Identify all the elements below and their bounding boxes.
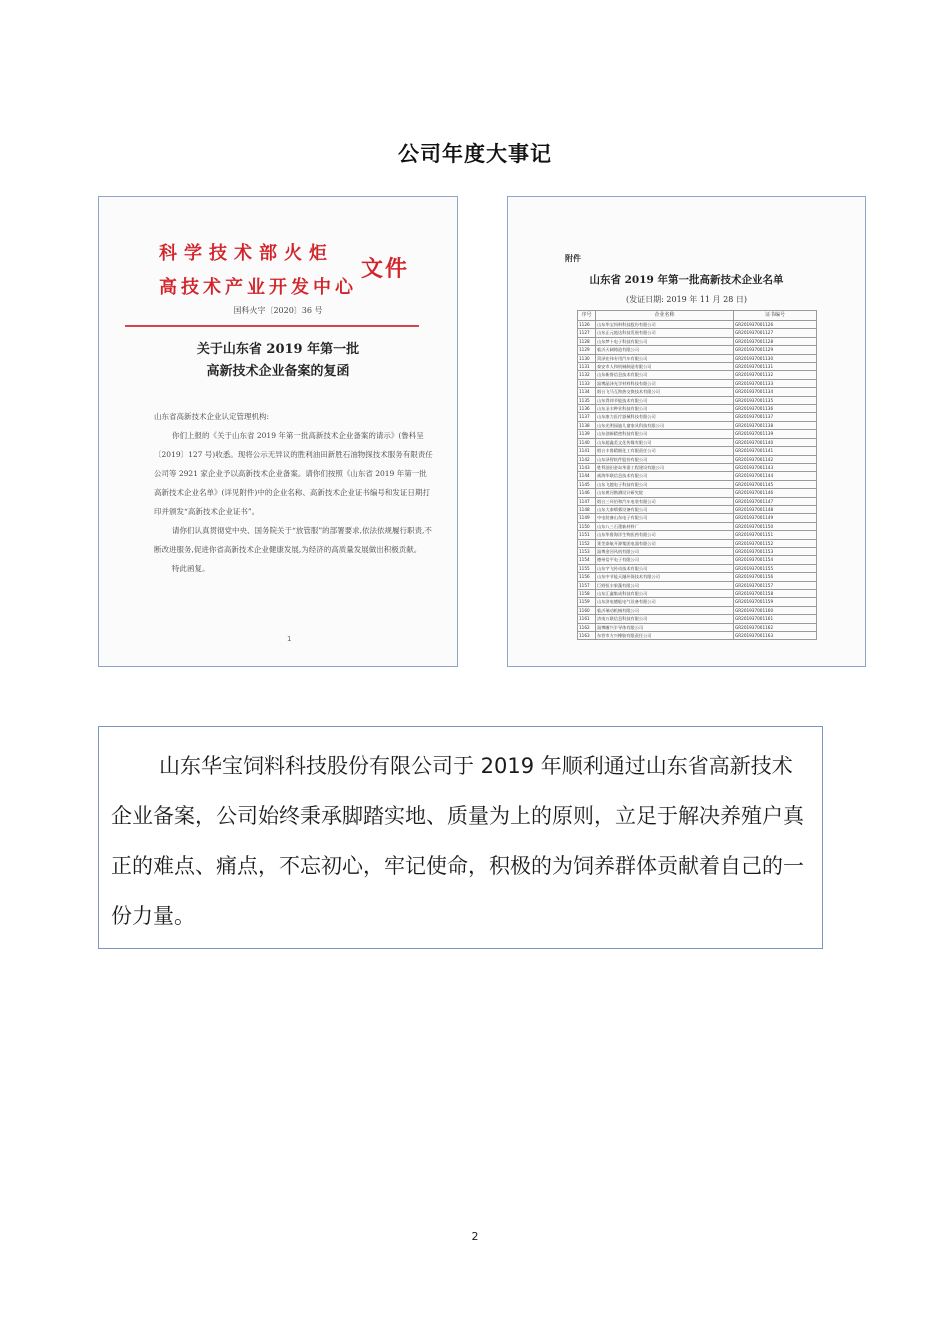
table-cell: 1130 <box>578 354 596 362</box>
letter-paragraph: 请你们认真贯彻党中央、国务院关于“放管服”的部署要求,依法依规履行职责,不断改进服务,促进你省高新技术企业健康发展,为经济的高质量发展做出积极贡献。 <box>154 526 432 554</box>
table-row <box>578 321 817 329</box>
summary-box <box>98 726 823 949</box>
page-title: 公司年度大事记 <box>398 142 552 166</box>
table-cell: 1145 <box>578 480 596 488</box>
table-cell: 1155 <box>578 564 596 572</box>
column-header: 证书编号 <box>734 311 817 321</box>
table-cell: 1148 <box>578 505 596 513</box>
table-cell: GR201937001159 <box>734 598 817 606</box>
table-cell: 德州信平电子有限公司 <box>596 556 734 564</box>
table-cell: 1126 <box>578 321 596 329</box>
table-row <box>578 329 817 337</box>
letter-paragraph: 你们上报的《关于山东省 2019 年第一批高新技术企业备案的请示》(鲁科呈〔2019〕127 号)收悉。现将公示无异议的胜利油田新胜石油物探技术服务有限责任公司等 2921 家企业予以高新技术企业备案。请你们按照《山东省 2019 年第一批高新技术企业名单》(详见附件)中的企业名称、高新技术企业证书编号和发证日期打印并颁发“高新技术企业证书”。 <box>154 431 433 516</box>
table-cell: 莱芜泰航开源集团电器有限公司 <box>596 539 734 547</box>
table-cell: 山东中节能天融环保技术有限公司 <box>596 573 734 581</box>
official-letter-image <box>98 196 458 667</box>
table-row <box>578 354 817 362</box>
table-cell: 1157 <box>578 581 596 589</box>
table-cell: 1149 <box>578 514 596 522</box>
table-row <box>578 623 817 631</box>
table-cell: 临沂天阔铸造有限公司 <box>596 346 734 354</box>
table-cell: 1153 <box>578 547 596 555</box>
table-cell: 山东圣丰种业科技有限公司 <box>596 405 734 413</box>
table-cell: 1144 <box>578 472 596 480</box>
table-cell: GR201937001142 <box>734 455 817 463</box>
table-row <box>578 463 817 471</box>
table-cell: GR201937001152 <box>734 539 817 547</box>
column-header: 序号 <box>578 311 596 321</box>
table-cell: 山东泽智软件股份有限公司 <box>596 455 734 463</box>
table-cell: 山东康力医疗器械科技有限公司 <box>596 413 734 421</box>
table-cell: 中电装备山东电子有限公司 <box>596 514 734 522</box>
table-cell: GR201937001129 <box>734 346 817 354</box>
table-row <box>578 514 817 522</box>
table-cell: 1132 <box>578 371 596 379</box>
table-cell: 泰安市人和机械制造有限公司 <box>596 363 734 371</box>
table-row <box>578 497 817 505</box>
table-cell: 1154 <box>578 556 596 564</box>
table-row <box>578 363 817 371</box>
table-row <box>578 405 817 413</box>
table-row <box>578 522 817 530</box>
table-cell: GR201937001150 <box>734 522 817 530</box>
letter-doc-number: 国科火字〔2020〕36 号 <box>233 306 323 315</box>
table-cell: GR201937001146 <box>734 489 817 497</box>
table-cell: 1143 <box>578 463 596 471</box>
letter-salutation: 山东省高新技术企业认定管理机构: <box>154 412 270 421</box>
table-cell: GR201937001133 <box>734 379 817 387</box>
table-cell: 1128 <box>578 337 596 345</box>
table-cell: GR201937001162 <box>734 623 817 631</box>
summary-text: 山东华宝饲料科技股份有限公司于 2019 年顺利通过山东省高新技术企业备案，公司始终秉承脚踏实地、质量为上的原则，立足于解决养殖户真正的难点、痛点，不忘初心，牢记使命，积极的为饲养群体贡献着自己的一份力量。 <box>111 754 804 928</box>
table-row <box>578 438 817 446</box>
table-header-row <box>578 311 817 321</box>
enterprise-list-image <box>507 196 866 667</box>
table-cell: GR201937001126 <box>734 321 817 329</box>
table-row <box>578 430 817 438</box>
table-row <box>578 472 817 480</box>
table-cell: 1146 <box>578 489 596 497</box>
table-row <box>578 598 817 606</box>
table-cell: GR201937001158 <box>734 590 817 598</box>
table-cell: GR201937001156 <box>734 573 817 581</box>
table-cell: 菏泽宏伟专用汽车有限公司 <box>596 354 734 362</box>
table-cell: GR201937001145 <box>734 480 817 488</box>
letter-title-line1: 关于山东省 2019 年第一批 <box>196 342 360 357</box>
table-cell: GR201937001160 <box>734 606 817 614</box>
table-cell: 1151 <box>578 531 596 539</box>
page-number: 2 <box>471 1230 479 1243</box>
letter-issuer-line2: 高技术产业开发中心 <box>159 277 357 298</box>
table-cell: 烟台飞马互跨热交换技术有限公司 <box>596 388 734 396</box>
table-row <box>578 531 817 539</box>
table-cell: 烟台丰鲁精细化工有限责任公司 <box>596 447 734 455</box>
table-cell: 1163 <box>578 632 596 640</box>
table-cell: 烟台三环伯和汽车电装有限公司 <box>596 497 734 505</box>
table-row <box>578 447 817 455</box>
table-cell: 山东梦卜电子科技有限公司 <box>596 337 734 345</box>
issue-date: (发证日期: 2019 年 11 月 28 日) <box>626 295 747 304</box>
table-cell: 1131 <box>578 363 596 371</box>
table-row <box>578 632 817 640</box>
column-header: 企业名称 <box>596 311 734 321</box>
table-row <box>578 590 817 598</box>
table-cell: GR201937001147 <box>734 497 817 505</box>
table-row <box>578 539 817 547</box>
table-cell: GR201937001139 <box>734 430 817 438</box>
table-cell: 1161 <box>578 615 596 623</box>
letter-red-header <box>159 239 357 299</box>
table-row <box>578 480 817 488</box>
table-row <box>578 615 817 623</box>
table-cell: 1147 <box>578 497 596 505</box>
letter-closing: 特此函复。 <box>172 564 210 573</box>
table-cell: 山东华鲁海洋生物医药有限公司 <box>596 531 734 539</box>
table-cell: 1134 <box>578 388 596 396</box>
table-cell: GR201937001134 <box>734 388 817 396</box>
table-row <box>578 564 817 572</box>
table-cell: 山东黄河勘测设计研究院 <box>596 489 734 497</box>
letter-title <box>99 339 457 383</box>
table-cell: 威海华联信息技术有限公司 <box>596 472 734 480</box>
table-row <box>578 396 817 404</box>
table-cell: GR201937001141 <box>734 447 817 455</box>
table-cell: GR201937001131 <box>734 363 817 371</box>
table-cell: 山东华宝饲料科技股份有限公司 <box>596 321 734 329</box>
table-cell: GR201937001151 <box>734 531 817 539</box>
table-cell: 1160 <box>578 606 596 614</box>
table-cell: 淄博晰兴半导体有限公司 <box>596 623 734 631</box>
table-row <box>578 573 817 581</box>
table-cell: 1137 <box>578 413 596 421</box>
table-cell: GR201937001148 <box>734 505 817 513</box>
table-cell: 1158 <box>578 590 596 598</box>
table-cell: 山东宇飞传动技术有限公司 <box>596 564 734 572</box>
table-cell: 山东创新精密科技有限公司 <box>596 430 734 438</box>
table-row <box>578 547 817 555</box>
table-cell: 山东大泰喷雾设备有限公司 <box>596 505 734 513</box>
table-row <box>578 337 817 345</box>
table-cell: 山东光明园迪儿童家具科技有限公司 <box>596 421 734 429</box>
table-cell: GR201937001143 <box>734 463 817 471</box>
table-row <box>578 371 817 379</box>
table-cell: 1139 <box>578 430 596 438</box>
table-cell: 东营市方兴橡胶有限责任公司 <box>596 632 734 640</box>
table-cell: GR201937001163 <box>734 632 817 640</box>
table-cell: 1133 <box>578 379 596 387</box>
table-cell: GR201937001149 <box>734 514 817 522</box>
table-row <box>578 421 817 429</box>
table-cell: 1129 <box>578 346 596 354</box>
table-cell: 山东汇鑫集成科技有限公司 <box>596 590 734 598</box>
table-cell: 淄博金河风机有限公司 <box>596 547 734 555</box>
letter-document-word: 文件 <box>361 256 410 282</box>
table-cell: 山东得邦节能技术有限公司 <box>596 396 734 404</box>
enterprise-table-body <box>578 321 817 640</box>
table-row <box>578 455 817 463</box>
table-cell: 1156 <box>578 573 596 581</box>
letter-body <box>154 407 434 578</box>
table-cell: 1142 <box>578 455 596 463</box>
table-cell: 临沂瑞动机械有限公司 <box>596 606 734 614</box>
table-cell: GR201937001157 <box>734 581 817 589</box>
enterprise-table <box>577 310 817 640</box>
table-row <box>578 346 817 354</box>
table-cell: 1159 <box>578 598 596 606</box>
table-cell: GR201937001132 <box>734 371 817 379</box>
table-row <box>578 581 817 589</box>
table-row <box>578 606 817 614</box>
table-row <box>578 556 817 564</box>
table-cell: 1138 <box>578 421 596 429</box>
table-cell: 山东超鑫美文化传媒有限公司 <box>596 438 734 446</box>
table-cell: GR201937001161 <box>734 615 817 623</box>
table-cell: GR201937001138 <box>734 421 817 429</box>
table-cell: 山东济电德能电气设备有限公司 <box>596 598 734 606</box>
table-cell: 山东八三石墨新材料厂 <box>596 522 734 530</box>
table-row <box>578 388 817 396</box>
letter-issuer-line1: 科学技术部火炬 <box>159 243 334 264</box>
list-title: 山东省 2019 年第一批高新技术企业名单 <box>589 274 784 286</box>
table-row <box>578 489 817 497</box>
table-cell: GR201937001155 <box>734 564 817 572</box>
letter-red-divider <box>125 325 419 327</box>
table-row <box>578 505 817 513</box>
table-cell: 1140 <box>578 438 596 446</box>
table-cell: GR201937001137 <box>734 413 817 421</box>
table-cell: 1127 <box>578 329 596 337</box>
annex-label: 附件 <box>565 254 581 263</box>
table-row <box>578 379 817 387</box>
table-cell: GR201937001128 <box>734 337 817 345</box>
table-cell: 山东飞越电子科技有限公司 <box>596 480 734 488</box>
table-cell: 1162 <box>578 623 596 631</box>
table-cell: GR201937001127 <box>734 329 817 337</box>
table-cell: 1135 <box>578 396 596 404</box>
table-row <box>578 413 817 421</box>
table-cell: GR201937001153 <box>734 547 817 555</box>
table-cell: GR201937001136 <box>734 405 817 413</box>
table-cell: 山东新鲁信息技术有限公司 <box>596 371 734 379</box>
table-cell: GR201937001130 <box>734 354 817 362</box>
table-cell: GR201937001135 <box>734 396 817 404</box>
table-cell: GR201937001154 <box>734 556 817 564</box>
letter-page-mark: 1 <box>287 635 292 643</box>
table-cell: 1136 <box>578 405 596 413</box>
table-cell: 1150 <box>578 522 596 530</box>
letter-title-line2: 高新技术企业备案的复函 <box>206 364 350 379</box>
table-cell: GR201937001140 <box>734 438 817 446</box>
table-cell: 1152 <box>578 539 596 547</box>
table-cell: 胜利油田金岛华嘉工程建设有限公司 <box>596 463 734 471</box>
table-cell: 济南万联信息科技有限公司 <box>596 615 734 623</box>
table-cell: GR201937001144 <box>734 472 817 480</box>
table-cell: 山东正元地达科技发展有限公司 <box>596 329 734 337</box>
table-cell: 巨野恒丰果蔬有限公司 <box>596 581 734 589</box>
table-cell: 1141 <box>578 447 596 455</box>
table-cell: 淄博晶泽光学材料科技有限公司 <box>596 379 734 387</box>
